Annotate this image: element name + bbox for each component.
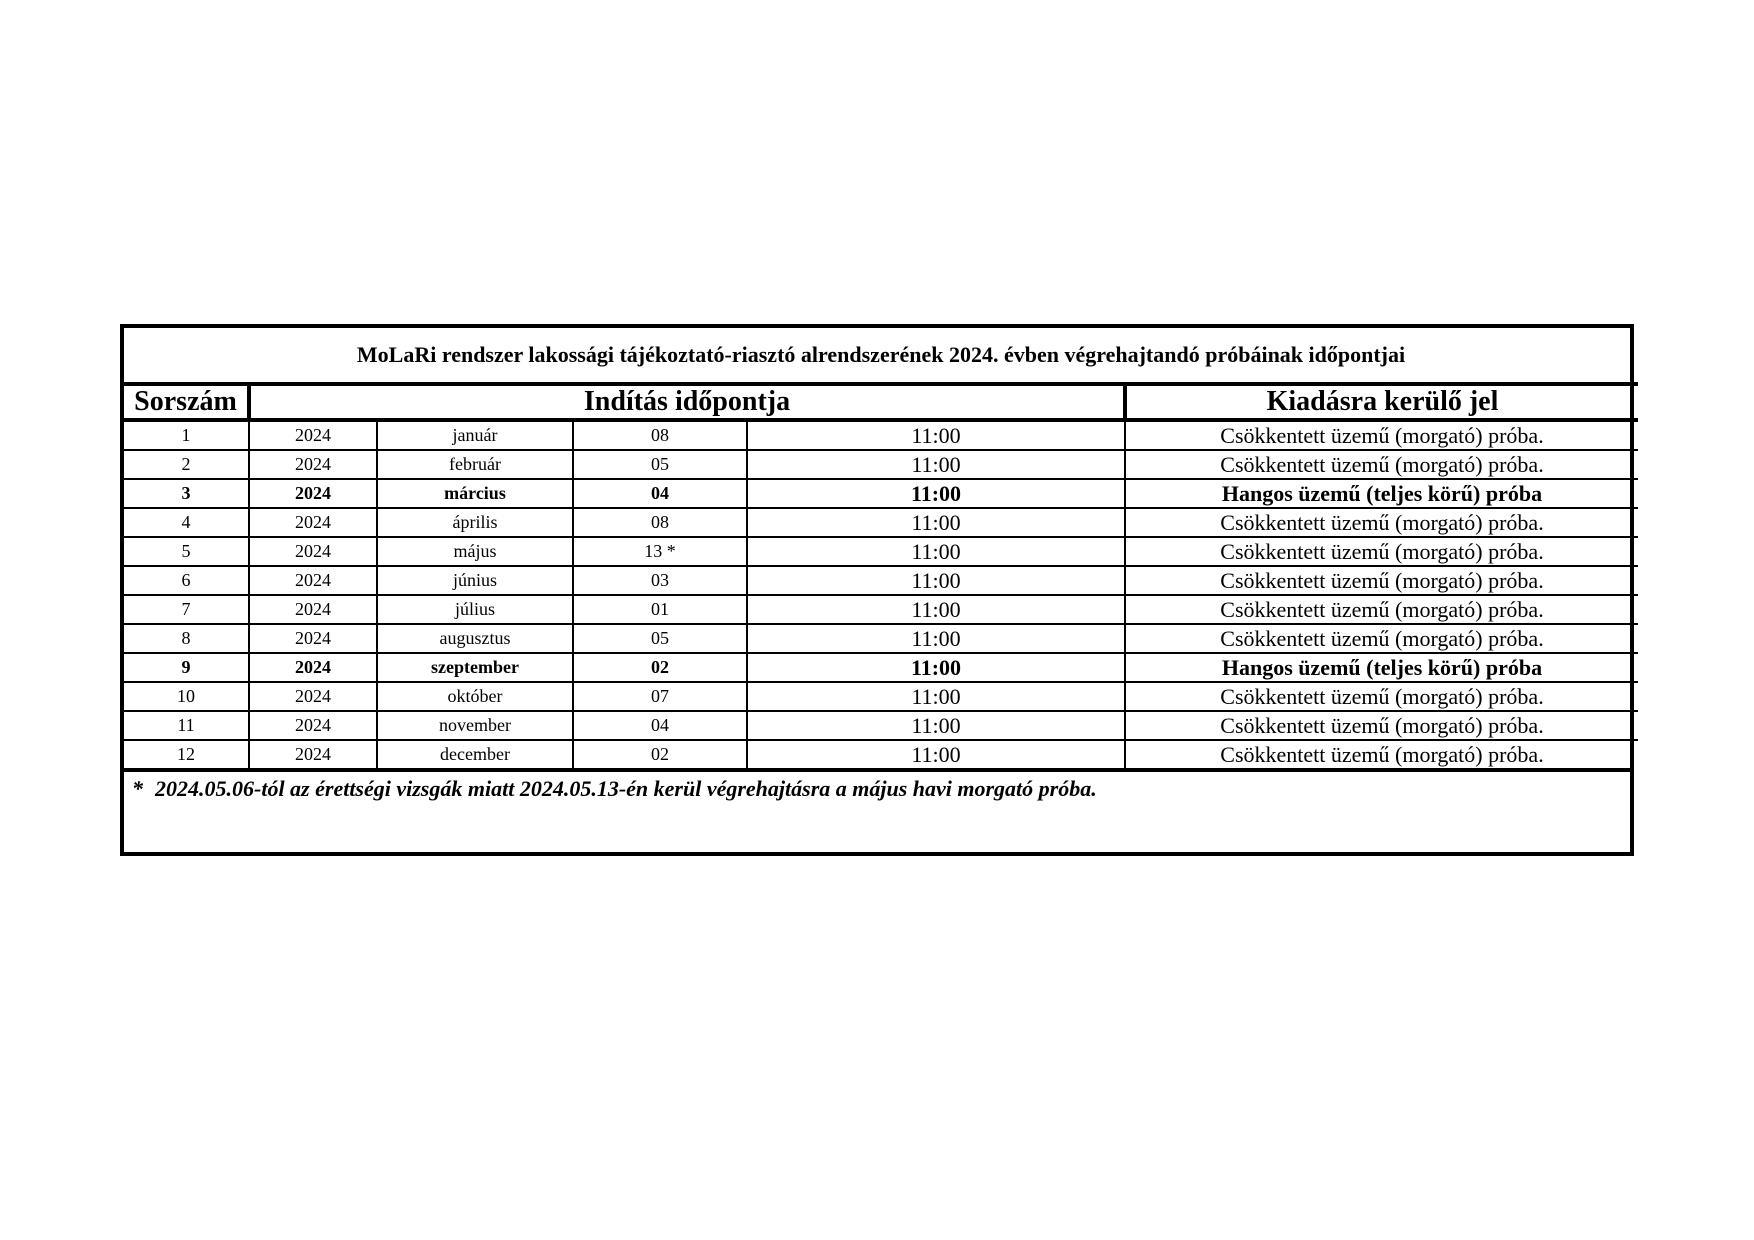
cell-time: 11:00 xyxy=(747,653,1125,682)
table-row xyxy=(124,740,1638,768)
cell-day: 08 xyxy=(573,508,747,537)
cell-signal: Csökkentett üzemű (morgató) próba. xyxy=(1125,595,1638,624)
cell-signal: Csökkentett üzemű (morgató) próba. xyxy=(1125,566,1638,595)
header-start-time: Indítás időpontja xyxy=(249,384,1125,420)
cell-seq: 2 xyxy=(124,450,249,479)
table-row xyxy=(124,711,1638,740)
cell-year: 2024 xyxy=(249,508,377,537)
cell-seq: 11 xyxy=(124,711,249,740)
cell-year: 2024 xyxy=(249,682,377,711)
schedule-document xyxy=(120,324,1634,856)
cell-signal: Csökkentett üzemű (morgató) próba. xyxy=(1125,420,1638,450)
title-row xyxy=(124,328,1638,384)
cell-time: 11:00 xyxy=(747,479,1125,508)
cell-signal: Csökkentett üzemű (morgató) próba. xyxy=(1125,740,1638,768)
table-row xyxy=(124,653,1638,682)
header-signal: Kiadásra kerülő jel xyxy=(1125,384,1638,420)
footnote-mark: * xyxy=(132,776,143,801)
header-seq: Sorszám xyxy=(124,384,249,420)
table-row xyxy=(124,537,1638,566)
cell-time: 11:00 xyxy=(747,450,1125,479)
cell-signal: Hangos üzemű (teljes körű) próba xyxy=(1125,479,1638,508)
cell-year: 2024 xyxy=(249,537,377,566)
cell-month: június xyxy=(377,566,573,595)
cell-year: 2024 xyxy=(249,711,377,740)
table-row xyxy=(124,420,1638,450)
cell-signal: Csökkentett üzemű (morgató) próba. xyxy=(1125,711,1638,740)
table-row xyxy=(124,595,1638,624)
cell-month: szeptember xyxy=(377,653,573,682)
cell-month: január xyxy=(377,420,573,450)
header-row xyxy=(124,384,1638,420)
cell-seq: 7 xyxy=(124,595,249,624)
table-row xyxy=(124,450,1638,479)
cell-month: március xyxy=(377,479,573,508)
cell-month: augusztus xyxy=(377,624,573,653)
table-row xyxy=(124,624,1638,653)
cell-time: 11:00 xyxy=(747,537,1125,566)
cell-day: 04 xyxy=(573,711,747,740)
table-row xyxy=(124,566,1638,595)
cell-signal: Csökkentett üzemű (morgató) próba. xyxy=(1125,450,1638,479)
cell-signal: Hangos üzemű (teljes körű) próba xyxy=(1125,653,1638,682)
cell-year: 2024 xyxy=(249,653,377,682)
cell-seq: 4 xyxy=(124,508,249,537)
cell-year: 2024 xyxy=(249,624,377,653)
cell-signal: Csökkentett üzemű (morgató) próba. xyxy=(1125,682,1638,711)
cell-day: 08 xyxy=(573,420,747,450)
cell-year: 2024 xyxy=(249,566,377,595)
cell-time: 11:00 xyxy=(747,566,1125,595)
cell-year: 2024 xyxy=(249,740,377,768)
cell-seq: 1 xyxy=(124,420,249,450)
cell-seq: 8 xyxy=(124,624,249,653)
table-row xyxy=(124,682,1638,711)
footnote-text: 2024.05.06-tól az érettségi vizsgák miatt 2024.05.13-én kerül végrehajtásra a május havi morgató próba. xyxy=(155,776,1097,801)
cell-month: április xyxy=(377,508,573,537)
cell-time: 11:00 xyxy=(747,420,1125,450)
cell-day: 01 xyxy=(573,595,747,624)
cell-signal: Csökkentett üzemű (morgató) próba. xyxy=(1125,508,1638,537)
schedule-table xyxy=(124,328,1638,768)
cell-seq: 3 xyxy=(124,479,249,508)
cell-seq: 12 xyxy=(124,740,249,768)
footnote xyxy=(124,768,1630,852)
cell-signal: Csökkentett üzemű (morgató) próba. xyxy=(1125,537,1638,566)
cell-time: 11:00 xyxy=(747,595,1125,624)
table-row xyxy=(124,479,1638,508)
cell-time: 11:00 xyxy=(747,682,1125,711)
cell-day: 13 * xyxy=(573,537,747,566)
cell-day: 03 xyxy=(573,566,747,595)
cell-seq: 6 xyxy=(124,566,249,595)
cell-year: 2024 xyxy=(249,479,377,508)
cell-day: 04 xyxy=(573,479,747,508)
cell-month: november xyxy=(377,711,573,740)
cell-time: 11:00 xyxy=(747,624,1125,653)
cell-day: 07 xyxy=(573,682,747,711)
cell-year: 2024 xyxy=(249,420,377,450)
cell-day: 05 xyxy=(573,624,747,653)
cell-signal: Csökkentett üzemű (morgató) próba. xyxy=(1125,624,1638,653)
cell-month: július xyxy=(377,595,573,624)
cell-year: 2024 xyxy=(249,595,377,624)
cell-seq: 5 xyxy=(124,537,249,566)
cell-month: október xyxy=(377,682,573,711)
table-row xyxy=(124,508,1638,537)
table-title: MoLaRi rendszer lakossági tájékoztató-riasztó alrendszerének 2024. évben végrehajtandó próbáinak időpontjai xyxy=(124,328,1638,384)
cell-day: 02 xyxy=(573,653,747,682)
cell-seq: 9 xyxy=(124,653,249,682)
cell-time: 11:00 xyxy=(747,508,1125,537)
cell-month: május xyxy=(377,537,573,566)
cell-month: február xyxy=(377,450,573,479)
cell-day: 02 xyxy=(573,740,747,768)
cell-month: december xyxy=(377,740,573,768)
cell-day: 05 xyxy=(573,450,747,479)
cell-seq: 10 xyxy=(124,682,249,711)
cell-time: 11:00 xyxy=(747,711,1125,740)
cell-year: 2024 xyxy=(249,450,377,479)
cell-time: 11:00 xyxy=(747,740,1125,768)
